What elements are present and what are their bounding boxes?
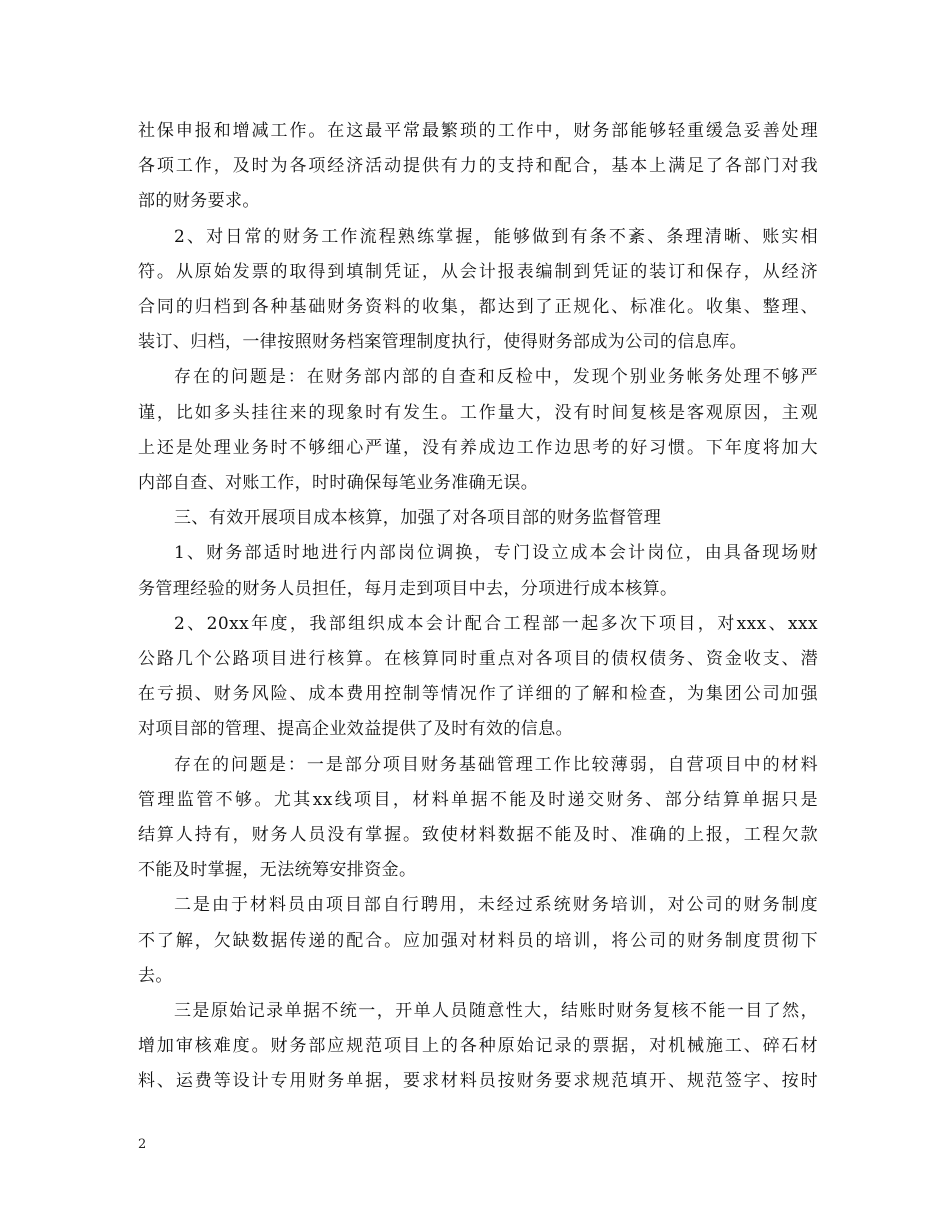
text-line: 在亏损、财务风险、成本费用控制等情况作了详细的了解和检查，为集团公司加强 [138,684,818,705]
text-line: 不了解，欠缺数据传递的配合。应加强对材料员的培训，将公司的财务制度贯彻下 [138,930,818,951]
paragraph-6 [138,607,818,748]
text-line: 存在的问题是：在财务部内部的自查和反检中，发现个别业务帐务处理不够严 [174,367,818,388]
text-line: 上还是处理业务时不够细心严谨，没有养成边工作边思考的好习惯。下年度将加大 [138,437,818,458]
text-line: 1、财务部适时地进行内部岗位调换，专门设立成本会计岗位，由具备现场财 [174,543,818,564]
text-line: 合同的归档到各种基础财务资料的收集，都达到了正规化、标准化。收集、整理、 [138,297,818,318]
text-line: 社保申报和增减工作。在这最平常最繁琐的工作中，财务部能够轻重缓急妥善处理 [138,121,818,141]
paragraph-2 [138,220,818,361]
paragraph-5 [138,536,818,606]
paragraph-3 [138,360,818,501]
paragraph-9 [138,994,818,1100]
paragraph-8 [138,888,818,994]
page-number: 2 [138,1137,147,1152]
text-line: 2、对日常的财务工作流程熟练掌握，能够做到有条不紊、条理清晰、账实相 [174,226,818,247]
paragraph-1 [138,114,818,220]
text-line: 三、有效开展项目成本核算，加强了对各项目部的财务监督管理 [174,508,662,529]
text-line: 部的财务要求。 [138,191,260,212]
text-line: 谨，比如多头挂往来的现象时有发生。工作量大，没有时间复核是客观原因，主观 [138,402,818,423]
text-line: 各项工作，及时为各项经济活动提供有力的支持和配合，基本上满足了各部门对我 [138,156,818,177]
text-line: 符。从原始发票的取得到填制凭证，从会计报表编制到凭证的装订和保存，从经济 [138,261,818,282]
text-line: 存在的问题是：一是部分项目财务基础管理工作比较薄弱，自营项目中的材料 [174,754,818,775]
text-line: 结算人持有，财务人员没有掌握。致使材料数据不能及时、准确的上报，工程欠款 [138,825,818,846]
text-line: 对项目部的管理、提高企业效益提供了及时有效的信息。 [138,719,573,740]
text-line: 二是由于材料员由项目部自行聘用，未经过系统财务培训，对公司的财务制度 [174,895,818,916]
section-heading [138,501,818,536]
text-line: 装订、归档，一律按照财务档案管理制度执行，使得财务部成为公司的信息库。 [138,332,747,353]
text-line: 2、20xx年度，我部组织成本会计配合工程部一起多次下项目，对xxx、xxx [174,613,818,634]
text-line: 三是原始记录单据不统一，开单人员随意性大，结账时财务复核不能一目了然， [174,1001,818,1022]
text-line: 增加审核难度。财务部应规范项目上的各种原始记录的票据，对机械施工、碎石材 [138,1036,818,1057]
text-line: 去。 [138,965,173,986]
text-line: 料、运费等设计专用财务单据，要求材料员按财务要求规范填开、规范签字、按时 [138,1071,818,1092]
paragraph-7 [138,748,818,889]
text-line: 内部自查、对账工作，时时确保每笔业务准确无误。 [138,473,539,494]
text-line: 公路几个公路项目进行核算。在核算同时重点对各项目的债权债务、资金收支、潜 [138,649,818,670]
text-line: 务管理经验的财务人员担任，每月走到项目中去，分项进行成本核算。 [138,578,678,599]
text-line: 管理监管不够。尤其xx线项目，材料单据不能及时递交财务、部分结算单据只是 [138,789,818,810]
text-line: 不能及时掌握，无法统筹安排资金。 [138,860,417,881]
document-body [138,114,818,1100]
